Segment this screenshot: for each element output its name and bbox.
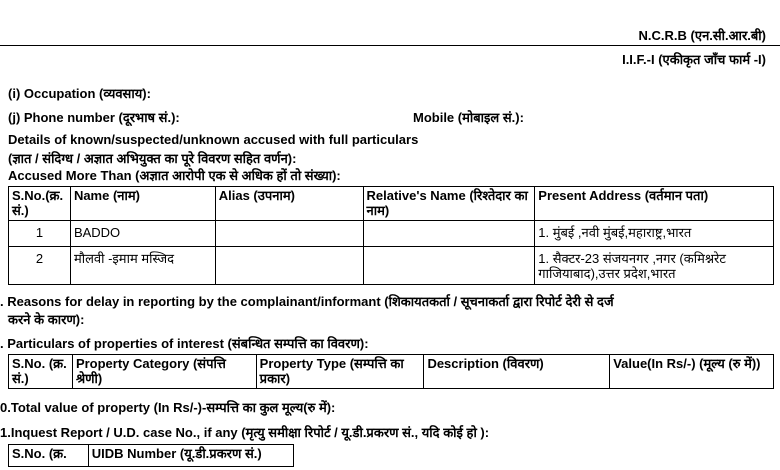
col-category: Property Category (संपत्ति श्रेणी) [72, 355, 256, 389]
col-name: Name (नाम) [70, 187, 215, 221]
delay-reasons-label-cont: करने के कारण): [8, 312, 85, 327]
col-description: Description (विवरण) [424, 355, 610, 389]
col-address: Present Address (वर्तमान पता) [535, 187, 774, 221]
cell-sno: 2 [9, 247, 71, 285]
properties-title: . Particulars of properties of interest (संबन्धित सम्पत्ति का विवरण): [0, 336, 369, 351]
accused-section-title-hindi: (ज्ञात / संदिग्ध / अज्ञात अभियुक्त का पूरे विवरण सहित वर्णन): [8, 151, 297, 166]
col-sno: S.No.(क्र. सं.) [9, 187, 71, 221]
cell-name: मौलवी -इमाम मस्जिद [70, 247, 215, 285]
mobile-label: Mobile (मोबाइल सं.): [413, 110, 524, 125]
properties-table-header [9, 355, 774, 389]
cell-relative [363, 247, 535, 285]
inquest-table-header [9, 445, 294, 467]
table-row [9, 247, 774, 285]
accused-table-header [9, 187, 774, 221]
col-relative: Relative's Name (रिश्तेदार का नाम) [363, 187, 535, 221]
cell-relative [363, 221, 535, 247]
delay-reasons-label: . Reasons for delay in reporting by the complainant/informant (शिकायतकर्ता / सूचनाकर्ता द्वारा रिपोर्ट देरी से दर्ज [0, 294, 614, 309]
inquest-title: 1.Inquest Report / U.D. case No., if any (मृत्यु समीक्षा रिपोर्ट / यू.डी.प्रकरण सं., यदि कोई हो ): [0, 425, 490, 440]
cell-sno: 1 [9, 221, 71, 247]
cell-address: 1. सैक्टर-23 संजयनगर ,नगर (कमिश्नरेट गाजियाबाद),उत्तर प्रदेश,भारत [535, 247, 774, 285]
cell-name: BADDO [70, 221, 215, 247]
cell-alias [215, 221, 363, 247]
cell-alias [215, 247, 363, 285]
col-alias: Alias (उपनाम) [215, 187, 363, 221]
form-org-title: N.C.R.B (एन.सी.आर.बी) [638, 28, 766, 43]
properties-table [8, 354, 774, 389]
accused-section-title: Details of known/suspected/unknown accused with full particulars [8, 132, 419, 147]
cell-address: 1. मुंबई ,नवी मुंबई,महाराष्ट्र,भारत [535, 221, 774, 247]
occupation-label: (i) Occupation (व्यवसाय): [8, 86, 151, 101]
inquest-table [8, 444, 294, 467]
accused-table [8, 186, 774, 285]
form-name-title: I.I.F.-I (एकीकृत जाँच फार्म -I) [622, 52, 766, 67]
col-sno: S.No. (क्र. सं.) [9, 355, 73, 389]
table-row [9, 221, 774, 247]
col-type: Property Type (सम्पत्ति का प्रकार) [256, 355, 424, 389]
col-value: Value(In Rs/-) (मूल्य (रु में)) [610, 355, 774, 389]
accused-more-than-label: Accused More Than (अज्ञात आरोपी एक से अधिक हों तो संख्या): [8, 168, 341, 183]
header-divider [0, 45, 780, 46]
phone-label: (j) Phone number (दूरभाष सं.): [8, 110, 180, 125]
total-value-label: 0.Total value of property (In Rs/-)-सम्पत्ति का कुल मूल्य(रु में): [0, 400, 336, 415]
col-uidb: UIDB Number (यू.डी.प्रकरण सं.) [88, 445, 293, 467]
col-sno: S.No. (क्र. [9, 445, 89, 467]
